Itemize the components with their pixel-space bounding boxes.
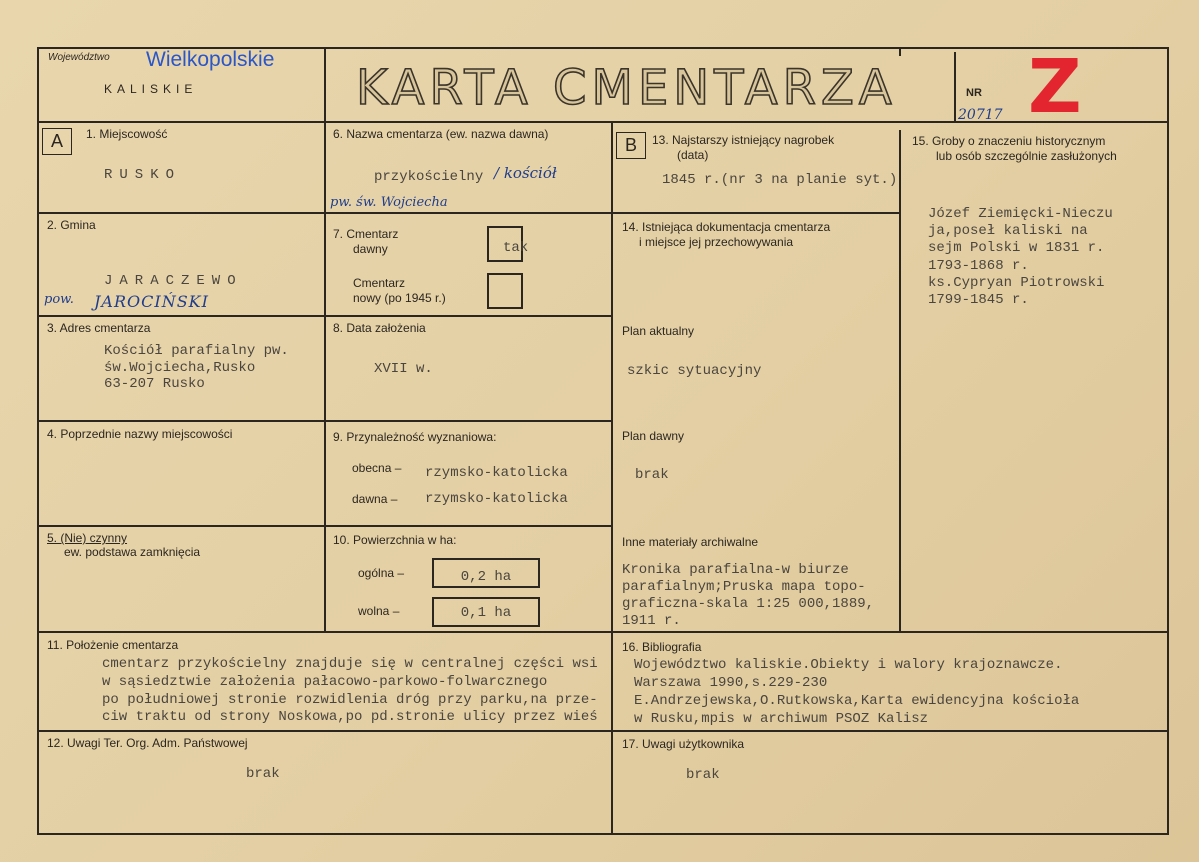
field-6-hand-1: / kościół bbox=[494, 164, 557, 182]
nr-label: NR bbox=[966, 87, 982, 99]
field-7-dawny-value: tak bbox=[503, 240, 529, 256]
field-2-hand-prefix: pow. bbox=[44, 292, 74, 307]
field-13-label: 13. Najstarszy istniejący nagrobek bbox=[652, 133, 835, 147]
field-10-wolna-label: wolna – bbox=[358, 604, 400, 618]
field-16-line: E.Andrzejewska,O.Rutkowska,Karta ewidencyjna kościoła bbox=[634, 693, 1080, 709]
field-17-value: brak bbox=[686, 767, 720, 783]
field-1-label: 1. Miejscowość bbox=[86, 127, 168, 141]
field-14-label: 14. Istniejąca dokumentacja cmentarza bbox=[622, 220, 831, 234]
field-15-line: 1793-1868 r. bbox=[928, 258, 1029, 274]
field-13-sublabel: (data) bbox=[677, 148, 709, 162]
nowy-checkbox bbox=[487, 273, 523, 309]
field-9-dawna-value: rzymsko-katolicka bbox=[425, 491, 568, 507]
field-15-line: ja,poseł kaliski na bbox=[928, 223, 1088, 239]
wojewodztwo-old: KALISKIE bbox=[104, 82, 198, 96]
field-10-ogolna-label: ogólna – bbox=[358, 566, 405, 580]
field-17-label: 17. Uwagi użytkownika bbox=[622, 737, 745, 751]
field-15-line: 1799-1845 r. bbox=[928, 292, 1029, 308]
field-16-line: Warszawa 1990,s.229-230 bbox=[634, 675, 828, 691]
inne-materialy-line: parafialnym;Pruska mapa topo- bbox=[622, 579, 866, 595]
field-10-ogolna-value: 0,2 ha bbox=[432, 558, 540, 588]
field-5-sublabel: ew. podstawa zamknięcia bbox=[64, 545, 201, 559]
inne-materialy-line: graficzna-skala 1:25 000,1889, bbox=[622, 596, 875, 612]
field-11-line: cmentarz przykościelny znajduje się w centralnej części wsi bbox=[102, 656, 598, 672]
field-16-label: 16. Bibliografia bbox=[622, 640, 702, 654]
field-3-line: Kościół parafialny pw. bbox=[104, 343, 289, 359]
field-15-line: Józef Ziemięcki-Nieczu bbox=[928, 206, 1113, 222]
field-16-line: w Rusku,mpis w archiwum PSOZ Kalisz bbox=[634, 711, 929, 727]
field-11-line: w sąsiedztwie założenia pałacowo-parkowo-folwarcznego bbox=[102, 674, 548, 690]
field-9-obecna-label: obecna – bbox=[352, 461, 402, 475]
field-2-label: 2. Gmina bbox=[47, 218, 96, 232]
wojewodztwo-stamp: Wielkopolskie bbox=[146, 48, 275, 71]
field-7-nowy-sublabel: nowy (po 1945 r.) bbox=[353, 291, 446, 305]
field-9-dawna-label: dawna – bbox=[352, 492, 398, 506]
field-15-label: 15. Groby o znaczeniu historycznym bbox=[912, 134, 1106, 148]
field-8-label: 8. Data założenia bbox=[333, 321, 426, 335]
plan-dawny-label: Plan dawny bbox=[622, 429, 685, 443]
field-12-label: 12. Uwagi Ter. Org. Adm. Państwowej bbox=[47, 736, 248, 750]
field-11-line: ciw traktu od strony Noskowa,po pd.stronie ulicy przez wieś bbox=[102, 709, 598, 725]
plan-aktualny-value: szkic sytuacyjny bbox=[627, 363, 762, 379]
plan-aktualny-label: Plan aktualny bbox=[622, 324, 695, 338]
field-8-value: XVII w. bbox=[374, 361, 433, 377]
field-6-value: przykościelny bbox=[374, 169, 484, 185]
inne-materialy-label: Inne materiały archiwalne bbox=[622, 535, 759, 549]
section-a-letter: A bbox=[42, 128, 72, 155]
field-6-hand-2: pw. św. Wojciecha bbox=[330, 195, 448, 210]
field-11-line: po południowej stronie rozwidlenia dróg przy parku,na prze- bbox=[102, 692, 598, 708]
field-11-label: 11. Położenie cmentarza bbox=[47, 638, 179, 652]
nr-letter-stamp: Z bbox=[1028, 44, 1082, 130]
field-3-line: 63-207 Rusko bbox=[104, 376, 205, 392]
inne-materialy-line: Kronika parafialna-w biurze bbox=[622, 562, 849, 578]
field-7-nowy-label: Cmentarz bbox=[353, 276, 406, 290]
plan-dawny-value: brak bbox=[635, 467, 669, 483]
field-3-label: 3. Adres cmentarza bbox=[47, 321, 151, 335]
field-15-sublabel: lub osób szczególnie zasłużonych bbox=[936, 149, 1117, 163]
field-3-line: św.Wojciecha,Rusko bbox=[104, 360, 256, 376]
nr-value: 20717 bbox=[958, 107, 1003, 123]
field-16-line: Województwo kaliskie.Obiekty i walory krajoznawcze. bbox=[634, 657, 1063, 673]
field-2-hand-value: JAROCIŃSKI bbox=[94, 292, 209, 311]
field-10-wolna-value: 0,1 ha bbox=[432, 597, 540, 627]
field-12-value: brak bbox=[246, 766, 280, 782]
field-7-label: 7. Cmentarz bbox=[333, 227, 399, 241]
field-9-label: 9. Przynależność wyznaniowa: bbox=[333, 430, 497, 444]
field-5-label: 5. (Nie) czynny bbox=[47, 531, 128, 545]
wojewodztwo-label: Województwo bbox=[48, 52, 110, 63]
field-6-label: 6. Nazwa cmentarza (ew. nazwa dawna) bbox=[333, 127, 549, 141]
section-b-letter: B bbox=[616, 132, 646, 159]
field-13-value: 1845 r.(nr 3 na planie syt.) bbox=[662, 172, 898, 188]
field-4-label: 4. Poprzednie nazwy miejscowości bbox=[47, 427, 233, 441]
field-10-label: 10. Powierzchnia w ha: bbox=[333, 533, 457, 547]
inne-materialy-line: 1911 r. bbox=[622, 613, 681, 629]
field-9-obecna-value: rzymsko-katolicka bbox=[425, 465, 568, 481]
card-title: KARTA CMENTARZA bbox=[356, 60, 897, 116]
field-2-value: JARACZEWO bbox=[104, 273, 243, 289]
field-15-line: sejm Polski w 1831 r. bbox=[928, 240, 1105, 256]
field-14-sublabel: i miejsce jej przechowywania bbox=[639, 235, 794, 249]
field-15-line: ks.Cypryan Piotrowski bbox=[928, 275, 1105, 291]
field-1-value: RUSKO bbox=[104, 167, 182, 183]
field-7-dawny-label: dawny bbox=[353, 242, 388, 256]
